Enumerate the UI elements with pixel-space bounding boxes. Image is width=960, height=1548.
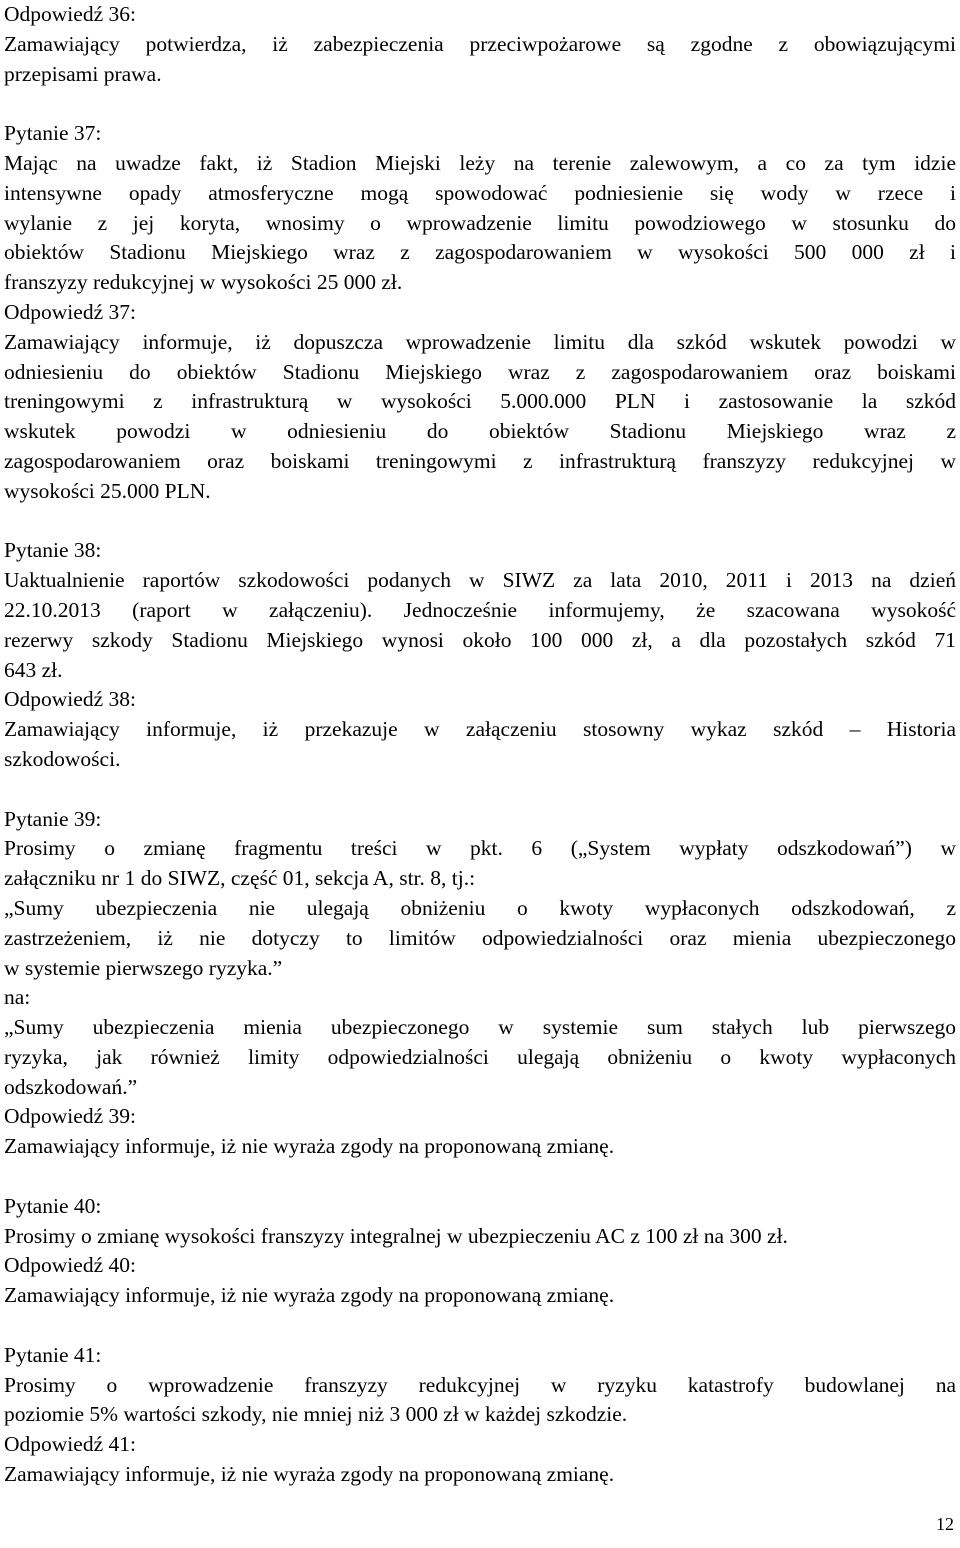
question-38-line-4: 643 zł.	[4, 657, 63, 682]
question-41-line-1: Prosimy o wprowadzenie franszyzy redukcyjnej w ryzyku katastrofy budowlanej na	[4, 1372, 956, 1397]
answer-41-line-1: Zamawiający informuje, iż nie wyraża zgody na proponowaną zmianę.	[4, 1462, 615, 1487]
answer-39-line-1: Zamawiający informuje, iż nie wyraża zgody na proponowaną zmianę.	[4, 1134, 615, 1159]
question-37-line-3: wylanie z jej koryta, wnosimy o wprowadzenie limitu powodziowego w stosunku do	[4, 210, 956, 235]
answer-40-line-1: Zamawiający informuje, iż nie wyraża zgody na proponowaną zmianę.	[4, 1283, 615, 1308]
question-39-line-4: zastrzeżeniem, iż nie dotyczy to limitów odpowiedzialności oraz mienia ubezpieczonego	[4, 925, 956, 950]
answer-37-line-2: odniesieniu do obiektów Stadionu Miejskiego wraz z zagospodarowaniem oraz boiskami	[4, 359, 956, 384]
answer-40-label: Odpowiedź 40:	[4, 1253, 136, 1278]
answer-37-line-4: wskutek powodzi w odniesieniu do obiektów Stadionu Miejskiego wraz z	[4, 419, 956, 444]
answer-37-label: Odpowiedź 37:	[4, 299, 136, 324]
answer-41-label: Odpowiedź 41:	[4, 1432, 136, 1457]
answer-36-line-1: Zamawiający potwierdza, iż zabezpieczenia przeciwpożarowe są zgodne z obowiązującymi	[4, 31, 956, 56]
question-38-label: Pytanie 38:	[4, 538, 102, 563]
question-37-line-2: intensywne opady atmosferyczne mogą spowodować podniesienie się wody w rzece i	[4, 180, 956, 205]
section-spacer	[4, 89, 956, 119]
answer-38-label: Odpowiedź 38:	[4, 687, 136, 712]
question-39-line-9: odszkodowań.”	[4, 1074, 138, 1099]
answer-37-line-6: wysokości 25.000 PLN.	[4, 478, 211, 503]
question-38-line-2: 22.10.2013 (raport w załączeniu). Jednocześnie informujemy, że szacowana wysokość	[4, 597, 956, 622]
question-39-line-3: „Sumy ubezpieczenia nie ulegają obniżeniu o kwoty wypłaconych odszkodowań, z	[4, 895, 956, 920]
question-37-line-5: franszyzy redukcyjnej w wysokości 25 000 zł.	[4, 270, 403, 295]
answer-37-line-5: zagospodarowaniem oraz boiskami treningowymi z infrastrukturą franszyzy redukcyjnej w	[4, 448, 956, 473]
section-spacer	[4, 775, 956, 805]
question-40-label: Pytanie 40:	[4, 1193, 102, 1218]
answer-37-line-1: Zamawiający informuje, iż dopuszcza wprowadzenie limitu dla szkód wskutek powodzi w	[4, 329, 956, 354]
question-39-line-1: Prosimy o zmianę fragmentu treści w pkt. 6 („System wypłaty odszkodowań”) w	[4, 836, 956, 861]
question-39-label: Pytanie 39:	[4, 806, 102, 831]
answer-36-label: Odpowiedź 36:	[4, 2, 136, 26]
question-39-line-8: ryzyka, jak również limity odpowiedzialności ulegają obniżeniu o kwoty wypłaconych	[4, 1044, 956, 1069]
question-39-line-6: na:	[4, 985, 31, 1010]
answer-37-line-3: treningowymi z infrastrukturą w wysokości 5.000.000 PLN i zastosowanie la szkód	[4, 389, 956, 414]
question-37-label: Pytanie 37:	[4, 121, 102, 146]
question-40-line-1: Prosimy o zmianę wysokości franszyzy integralnej w ubezpieczeniu AC z 100 zł na 300 zł.	[4, 1223, 788, 1248]
answer-38-line-1: Zamawiający informuje, iż przekazuje w załączeniu stosowny wykaz szkód – Historia	[4, 717, 956, 742]
question-39-line-5: w systemie pierwszego ryzyka.”	[4, 955, 283, 980]
question-41-line-2: poziomie 5% wartości szkody, nie mniej niż 3 000 zł w każdej szkodzie.	[4, 1402, 628, 1427]
section-spacer	[4, 507, 956, 537]
answer-38-line-2: szkodowości.	[4, 746, 121, 771]
question-38-line-1: Uaktualnienie raportów szkodowości podanych w SIWZ za lata 2010, 2011 i 2013 na dzień	[4, 568, 956, 593]
question-41-label: Pytanie 41:	[4, 1342, 102, 1367]
document-page	[4, 0, 956, 1490]
question-38-line-3: rezerwy szkody Stadionu Miejskiego wynosi około 100 000 zł, a dla pozostałych szkód 71	[4, 627, 956, 652]
question-37-line-4: obiektów Stadionu Miejskiego wraz z zagospodarowaniem w wysokości 500 000 zł i	[4, 240, 956, 265]
section-spacer	[4, 1162, 956, 1192]
page-number: 12	[936, 1514, 954, 1534]
question-39-line-7: „Sumy ubezpieczenia mienia ubezpieczonego w systemie sum stałych lub pierwszego	[4, 1015, 956, 1040]
section-spacer	[4, 1311, 956, 1341]
question-37-line-1: Mając na uwadze fakt, iż Stadion Miejski leży na terenie zalewowym, a co za tym idzie	[4, 150, 956, 175]
question-39-line-2: załączniku nr 1 do SIWZ, część 01, sekcja A, str. 8, tj.:	[4, 866, 476, 891]
answer-39-label: Odpowiedź 39:	[4, 1104, 136, 1129]
answer-36-line-2: przepisami prawa.	[4, 61, 162, 86]
